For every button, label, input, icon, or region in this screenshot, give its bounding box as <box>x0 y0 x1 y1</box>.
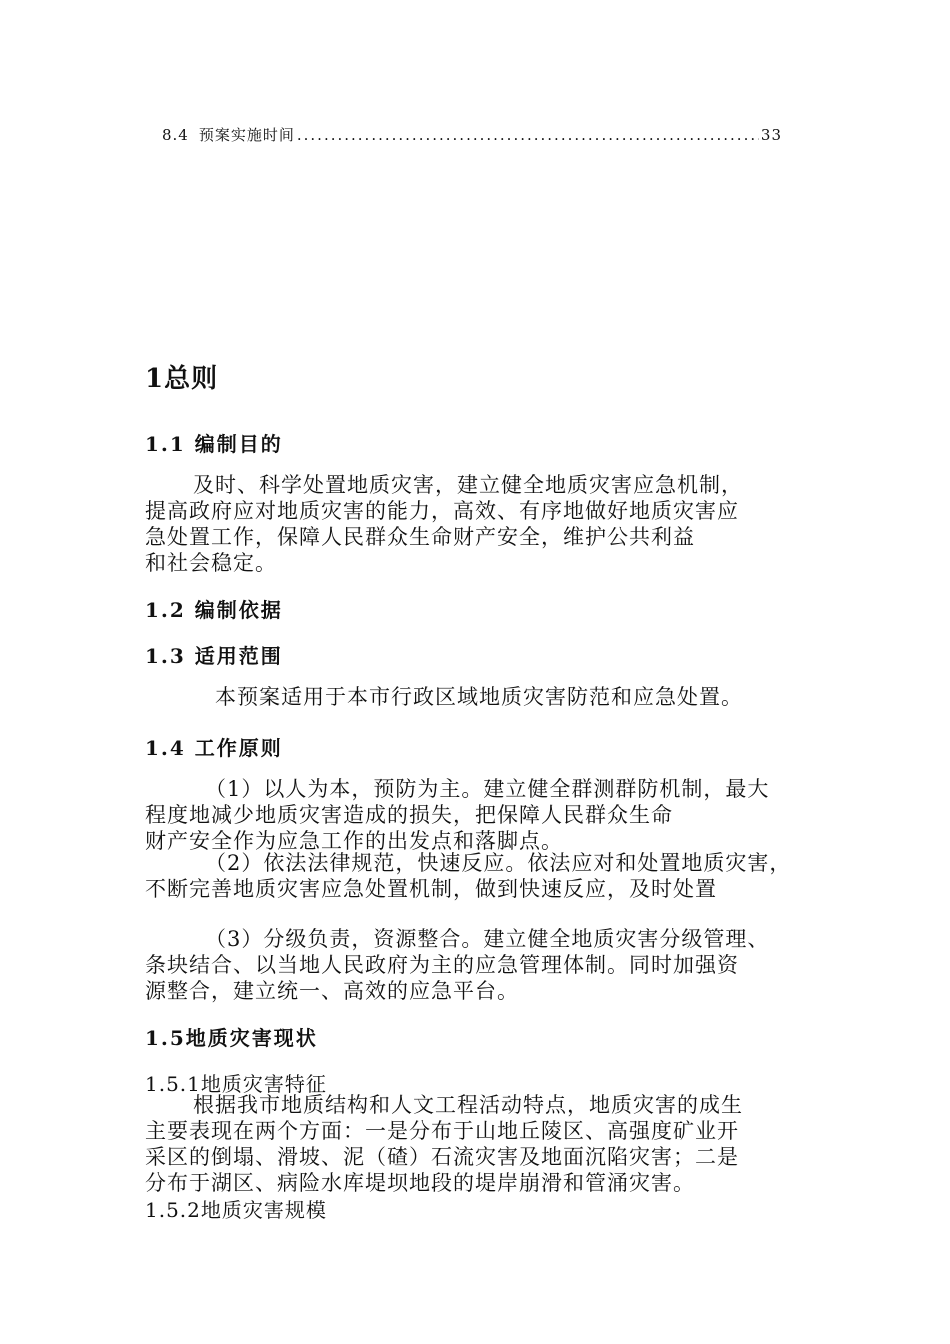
subsection-heading-1-5-1: 1.5.1地质灾害特征 <box>145 1072 327 1096</box>
section-heading-1-2: 1.2 编制依据 <box>145 598 283 622</box>
section-heading-1-5: 1.5地质灾害现状 <box>145 1026 318 1050</box>
toc-entry-number: 8.4 <box>162 126 189 144</box>
paragraph-line: 本预案适用于本市行政区域地质灾害防范和应急处置。 <box>215 685 743 709</box>
paragraph-line: 源整合，建立统一、高效的应急平台。 <box>145 979 519 1003</box>
toc-entry-page: 33 <box>760 126 782 144</box>
paragraph-line: 提高政府应对地质灾害的能力，高效、有序地做好地质灾害应 <box>145 499 739 523</box>
paragraph-line: 及时、科学处置地质灾害，建立健全地质灾害应急机制， <box>193 473 743 497</box>
paragraph-line: （3）分级负责，资源整合。建立健全地质灾害分级管理、 <box>205 927 770 951</box>
subsection-heading-1-5-2: 1.5.2地质灾害规模 <box>145 1198 327 1222</box>
paragraph-line: 程度地减少地质灾害造成的损失，把保障人民群众生命 <box>145 803 673 827</box>
paragraph-line: 根据我市地质结构和人文工程活动特点，地质灾害的成生 <box>193 1093 743 1117</box>
section-heading-1-1: 1.1 编制目的 <box>145 432 283 456</box>
section-heading-1-3: 1.3 适用范围 <box>145 644 283 668</box>
principle-2-paragraph <box>145 850 810 902</box>
section-1-5-1-paragraph <box>145 1092 810 1196</box>
paragraph-line: 分布于湖区、病险水库堤坝地段的堤岸崩滑和管涌灾害。 <box>145 1171 695 1195</box>
section-1-1-paragraph <box>145 472 810 576</box>
paragraph-line: （1）以人为本，预防为主。建立健全群测群防机制，最大 <box>205 777 770 801</box>
toc-entry[interactable] <box>162 124 782 145</box>
paragraph-line: 主要表现在两个方面：一是分布于山地丘陵区、高强度矿业开 <box>145 1119 739 1143</box>
paragraph-line: 财产安全作为应急工作的出发点和落脚点。 <box>145 829 563 853</box>
paragraph-line: 采区的倒塌、滑坡、泥（碴）石流灾害及地面沉陷灾害；二是 <box>145 1145 739 1169</box>
section-1-3-paragraph <box>145 684 810 710</box>
paragraph-line: 条块结合、以当地人民政府为主的应急管理体制。同时加强资 <box>145 953 739 977</box>
section-heading-1-4: 1.4 工作原则 <box>145 736 283 760</box>
principle-1-paragraph <box>145 776 810 854</box>
principle-3-paragraph <box>145 926 810 1004</box>
paragraph-line: （2）依法法律规范，快速反应。依法应对和处置地质灾害， <box>205 851 792 875</box>
chapter-title: 1总则 <box>145 364 219 394</box>
toc-leader-dots <box>297 126 759 144</box>
paragraph-line: 不断完善地质灾害应急处置机制，做到快速反应，及时处置 <box>145 877 717 901</box>
paragraph-line: 和社会稳定。 <box>145 551 277 575</box>
paragraph-line: 急处置工作，保障人民群众生命财产安全，维护公共利益 <box>145 525 695 549</box>
toc-entry-title: 预案实施时间 <box>198 126 295 144</box>
